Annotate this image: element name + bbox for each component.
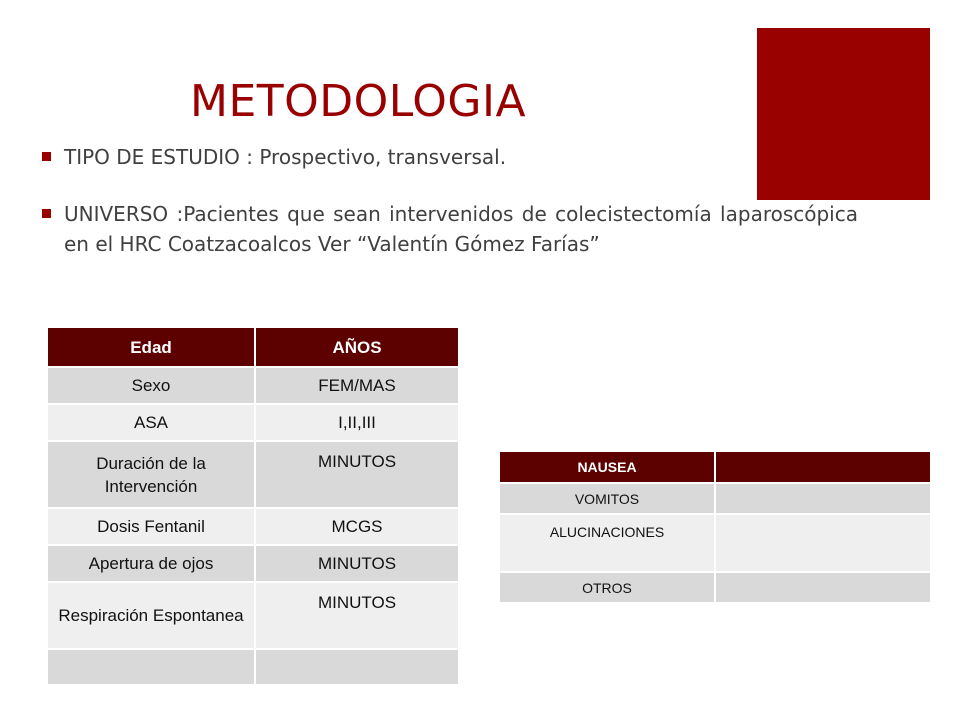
table-cell: MINUTOS <box>256 442 458 509</box>
table-cell: I,II,III <box>256 405 458 442</box>
table-header-cell <box>716 452 930 484</box>
variables-table <box>48 328 458 686</box>
bullet-text: TIPO DE ESTUDIO : Prospectivo, transversal. <box>64 145 507 169</box>
table-row <box>48 546 458 583</box>
table-cell: MCGS <box>256 509 458 546</box>
table-cell: MINUTOS <box>256 583 458 650</box>
table-cell: VOMITOS <box>500 484 716 515</box>
table-row <box>48 509 458 546</box>
table-cell <box>256 650 458 686</box>
table-header-cell: NAUSEA <box>500 452 716 484</box>
table-cell: MINUTOS <box>256 546 458 583</box>
table-cell: FEM/MAS <box>256 368 458 405</box>
bullet-square-icon <box>42 152 51 161</box>
side-effects-table <box>500 452 930 604</box>
bullet-square-icon <box>42 209 51 218</box>
table-cell <box>716 484 930 515</box>
table-cell: ALUCINACIONES <box>500 515 716 573</box>
table-cell <box>48 650 256 686</box>
table-row <box>500 573 930 604</box>
table-row <box>48 442 458 509</box>
table-cell: Sexo <box>48 368 256 405</box>
table-cell: Dosis Fentanil <box>48 509 256 546</box>
table-row <box>48 583 458 650</box>
table-header-cell: Edad <box>48 328 256 368</box>
table-row <box>48 650 458 686</box>
table-cell: Apertura de ojos <box>48 546 256 583</box>
table-cell <box>716 515 930 573</box>
table-cell <box>716 573 930 604</box>
table-header-row <box>48 328 458 368</box>
table-header-cell: AÑOS <box>256 328 458 368</box>
table-header-row <box>500 452 930 484</box>
bullet-universe <box>42 199 858 259</box>
table-cell: Duración de la Intervención <box>48 442 256 509</box>
accent-block <box>757 28 930 200</box>
table-cell: OTROS <box>500 573 716 604</box>
table-row <box>500 515 930 573</box>
bullet-text: UNIVERSO :Pacientes que sean intervenidos de colecistectomía laparoscópica en el HRC Coatzacoalcos Ver “Valentín Gómez Farías” <box>64 202 858 256</box>
bullet-study-type <box>42 142 858 172</box>
table-row <box>48 405 458 442</box>
slide-title: METODOLOGIA <box>190 76 527 127</box>
table-cell: ASA <box>48 405 256 442</box>
table-cell: Respiración Espontanea <box>48 583 256 650</box>
table-row <box>500 484 930 515</box>
table-row <box>48 368 458 405</box>
